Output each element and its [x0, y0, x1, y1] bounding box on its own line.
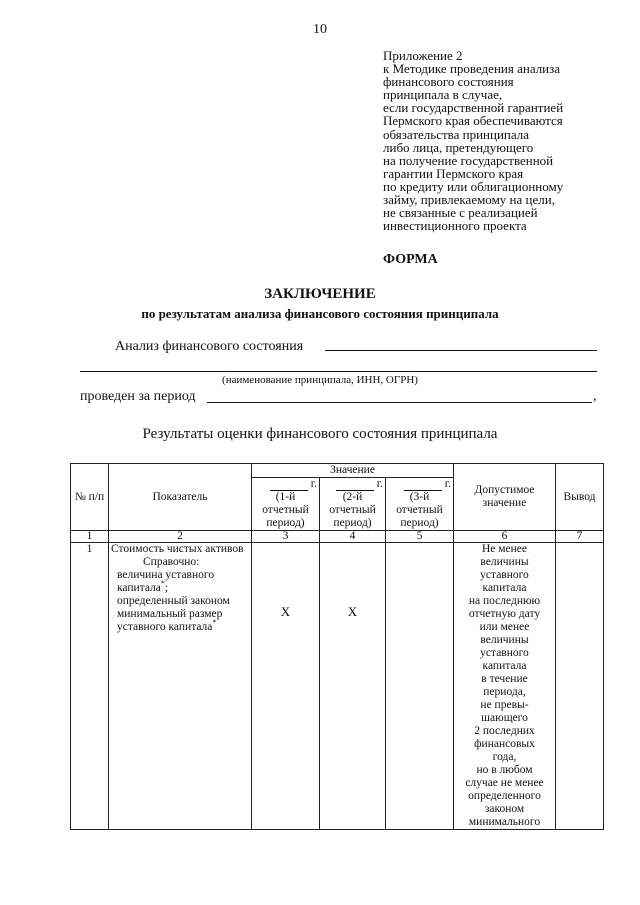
allowed-line: уставного: [480, 569, 529, 581]
column-number: 7: [556, 531, 604, 543]
period-2-label: (2-й отчетный период): [329, 491, 376, 529]
year-suffix: г.: [376, 478, 383, 490]
allowed-line: минимального: [468, 816, 541, 828]
period-end-comma: ,: [593, 389, 597, 404]
allowed-line: в течение: [481, 673, 528, 685]
allowed-line: или менее: [479, 621, 530, 633]
allowed-line: уставного: [480, 647, 529, 659]
x-mark: X: [347, 604, 358, 619]
footnote-star: *: [160, 579, 165, 589]
year-suffix: г.: [444, 478, 451, 490]
allowed-line: финансовых: [474, 738, 535, 750]
appendix-line: либо лица, претендующего: [383, 139, 534, 155]
allowed-line: но в любом: [476, 764, 533, 776]
row-value-3[interactable]: [386, 543, 454, 830]
appendix-line: обязательства принципала: [383, 126, 530, 142]
allowed-line: случае не менее: [465, 777, 544, 789]
appendix-line: не связанные с реализацией: [383, 205, 538, 221]
period-field[interactable]: [207, 402, 592, 403]
page-number: 10: [313, 22, 327, 37]
period-1-label: (1-й отчетный период): [262, 491, 309, 529]
appendix-line: Пермского края обеспечиваются: [383, 113, 563, 129]
header-period-1: [252, 478, 320, 531]
column-number: 4: [320, 531, 386, 543]
appendix-line: на получение государственной: [383, 152, 554, 168]
table-row: [71, 543, 604, 830]
analysis-label: Анализ финансового состояния: [115, 339, 304, 354]
principal-name-field-line2[interactable]: [80, 371, 597, 372]
appendix-line: если государственной гарантией: [383, 100, 564, 116]
allowed-line: отчетную дату: [468, 608, 541, 620]
document-subtitle: по результатам анализа финансового состояния принципала: [141, 306, 499, 321]
allowed-line: величины: [480, 634, 529, 646]
header-conclusion: Вывод: [556, 464, 604, 531]
header-num: № п/п: [71, 464, 109, 531]
appendix-line: Приложение 2: [383, 48, 463, 63]
row-value-2[interactable]: [320, 543, 386, 830]
row-conclusion[interactable]: [556, 543, 604, 830]
allowed-line: 2 последних: [474, 725, 535, 737]
allowed-line: определенного: [468, 790, 541, 802]
allowed-line: законом: [484, 803, 525, 815]
appendix-note: [383, 49, 633, 232]
allowed-line: периода,: [483, 686, 526, 698]
header-allowed: Допустимое значение: [454, 464, 556, 531]
appendix-line: гарантии Пермского края: [383, 165, 524, 181]
header-period-2: [320, 478, 386, 531]
results-table: [70, 463, 604, 830]
x-mark: X: [280, 604, 291, 619]
year-suffix: г.: [310, 478, 317, 490]
appendix-line: финансового состояния: [383, 74, 514, 90]
column-number: 3: [252, 531, 320, 543]
indicator-net-assets: Стоимость чистых активов: [111, 543, 244, 555]
table-header-row: [71, 464, 604, 478]
indicator-charter-capital: величина уставного капитала*;: [117, 569, 215, 594]
document-title: ЗАКЛЮЧЕНИЕ: [264, 286, 376, 302]
header-value-group: Значение: [252, 464, 454, 478]
allowed-line: величины: [480, 556, 529, 568]
allowed-line: капитала: [482, 660, 527, 672]
appendix-line: к Методике проведения анализа: [383, 61, 561, 77]
allowed-line: не превы-: [480, 699, 529, 711]
period-label: проведен за период: [80, 389, 196, 404]
row-indicator: [109, 543, 252, 830]
principal-name-field[interactable]: [325, 350, 597, 351]
allowed-line: на последнюю: [468, 595, 541, 607]
indicator-reference: Справочно:: [143, 556, 200, 568]
allowed-line: шающего: [481, 712, 528, 724]
column-number: 6: [454, 531, 556, 543]
row-num: 1: [71, 543, 109, 830]
column-number: 1: [71, 531, 109, 543]
period-3-label: (3-й отчетный период): [396, 491, 443, 529]
form-label: ФОРМА: [383, 252, 438, 267]
results-title: Результаты оценки финансового состояния принципала: [142, 426, 498, 442]
appendix-line: по кредиту или облигационному: [383, 178, 564, 194]
allowed-line: Не менее: [481, 543, 528, 555]
principal-caption: (наименование принципала, ИНН, ОГРН): [222, 374, 418, 386]
header-indicator: Показатель: [109, 464, 252, 531]
allowed-line: капитала: [482, 582, 527, 594]
row-allowed-value: [454, 543, 556, 830]
allowed-line: года,: [492, 751, 517, 763]
indicator-minimal-capital: определенный законом минимальный размер уставного капитала*: [117, 595, 230, 633]
header-period-3: [386, 478, 454, 531]
column-numbers-row: [71, 531, 604, 543]
appendix-line: принципала в случае,: [383, 87, 503, 103]
column-number: 2: [109, 531, 252, 543]
column-number: 5: [386, 531, 454, 543]
row-value-1[interactable]: [252, 543, 320, 830]
appendix-line: займу, привлекаемому на цели,: [383, 192, 555, 208]
appendix-line: инвестиционного проекта: [383, 218, 527, 234]
footnote-star: *: [212, 618, 217, 628]
